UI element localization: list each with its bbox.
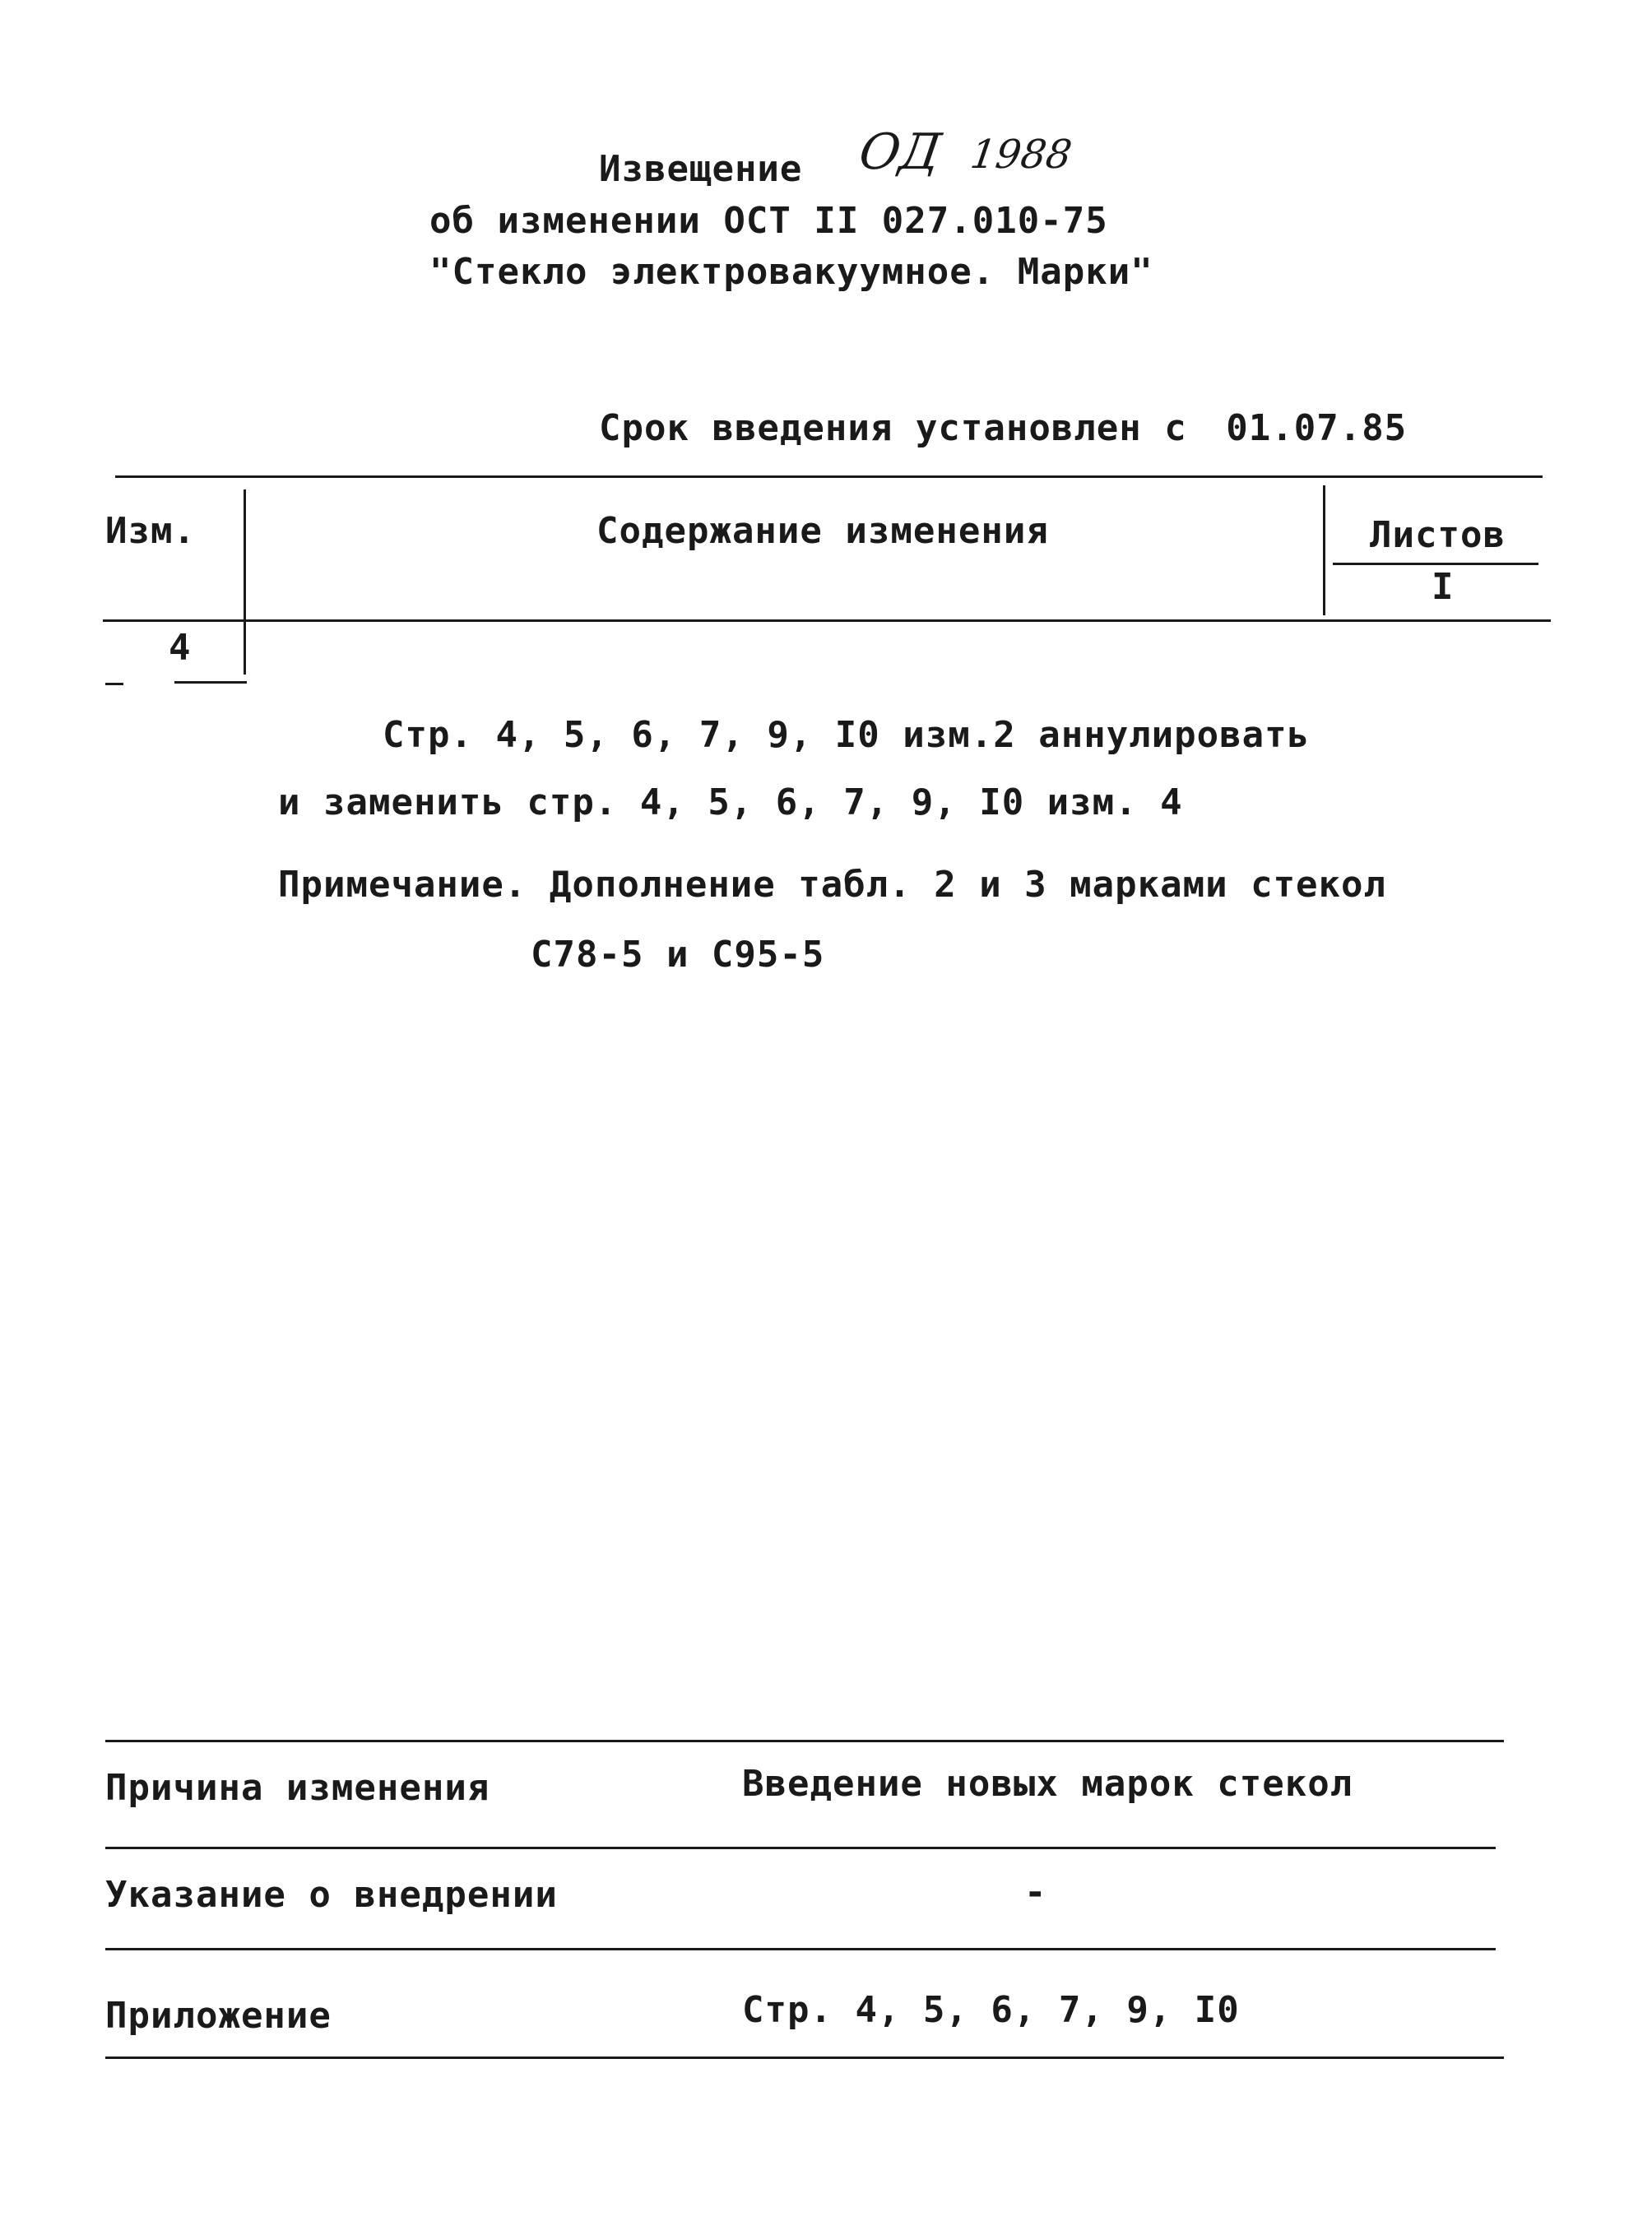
sheets-header-rule (1333, 563, 1538, 565)
change-number: 4 (169, 627, 192, 669)
table-top-rule (115, 475, 1543, 478)
note-line1: Примечание. Дополнение табл. 2 и 3 марками стекол (278, 864, 1387, 906)
table-header-bottom-rule (103, 619, 1551, 622)
footer-rule-1 (105, 1847, 1496, 1849)
notice-title: Извещение (599, 148, 803, 190)
effective-date-line (599, 407, 1407, 449)
table-divider-right (1323, 485, 1325, 615)
footer-label-implementation: Указание о внедрении (105, 1874, 558, 1916)
change-number-mark (105, 683, 123, 685)
col-sheets-header: Листов (1370, 514, 1506, 556)
footer-top-rule (105, 1740, 1504, 1742)
effective-date-value: 01.07.85 (1226, 407, 1408, 449)
footer-value-appendix: Стр. 4, 5, 6, 7, 9, I0 (742, 1989, 1240, 2031)
col-content-header: Содержание изменения (596, 510, 1049, 552)
notice-standard-title: "Стекло электровакуумное. Марки" (429, 251, 1153, 293)
notice-number-handwritten: ОД (856, 123, 944, 181)
note-line2: С78-5 и С95-5 (531, 934, 825, 976)
notice-subject-line: об изменении ОСТ II 027.010-75 (429, 200, 1108, 242)
change-instruction-line2: и заменить стр. 4, 5, 6, 7, 9, I0 изм. 4 (278, 781, 1183, 823)
footer-label-appendix: Приложение (105, 1995, 332, 2037)
change-number-underline (174, 681, 247, 684)
footer-rule-2 (105, 1948, 1496, 1950)
table-divider-left (244, 489, 246, 675)
footer-value-reason: Введение новых марок стекол (742, 1763, 1353, 1805)
change-instruction-line1: Стр. 4, 5, 6, 7, 9, I0 изм.2 аннулировать (383, 714, 1311, 756)
sheets-value: I (1432, 566, 1455, 608)
footer-label-reason: Причина изменения (105, 1767, 490, 1809)
footer-value-implementation: - (1024, 1871, 1047, 1913)
notice-year-handwritten: 1988 (968, 132, 1075, 178)
footer-bottom-rule (105, 2056, 1504, 2059)
col-change-header: Изм. (105, 510, 196, 552)
effective-date-label: Срок введения установлен с (599, 407, 1187, 449)
